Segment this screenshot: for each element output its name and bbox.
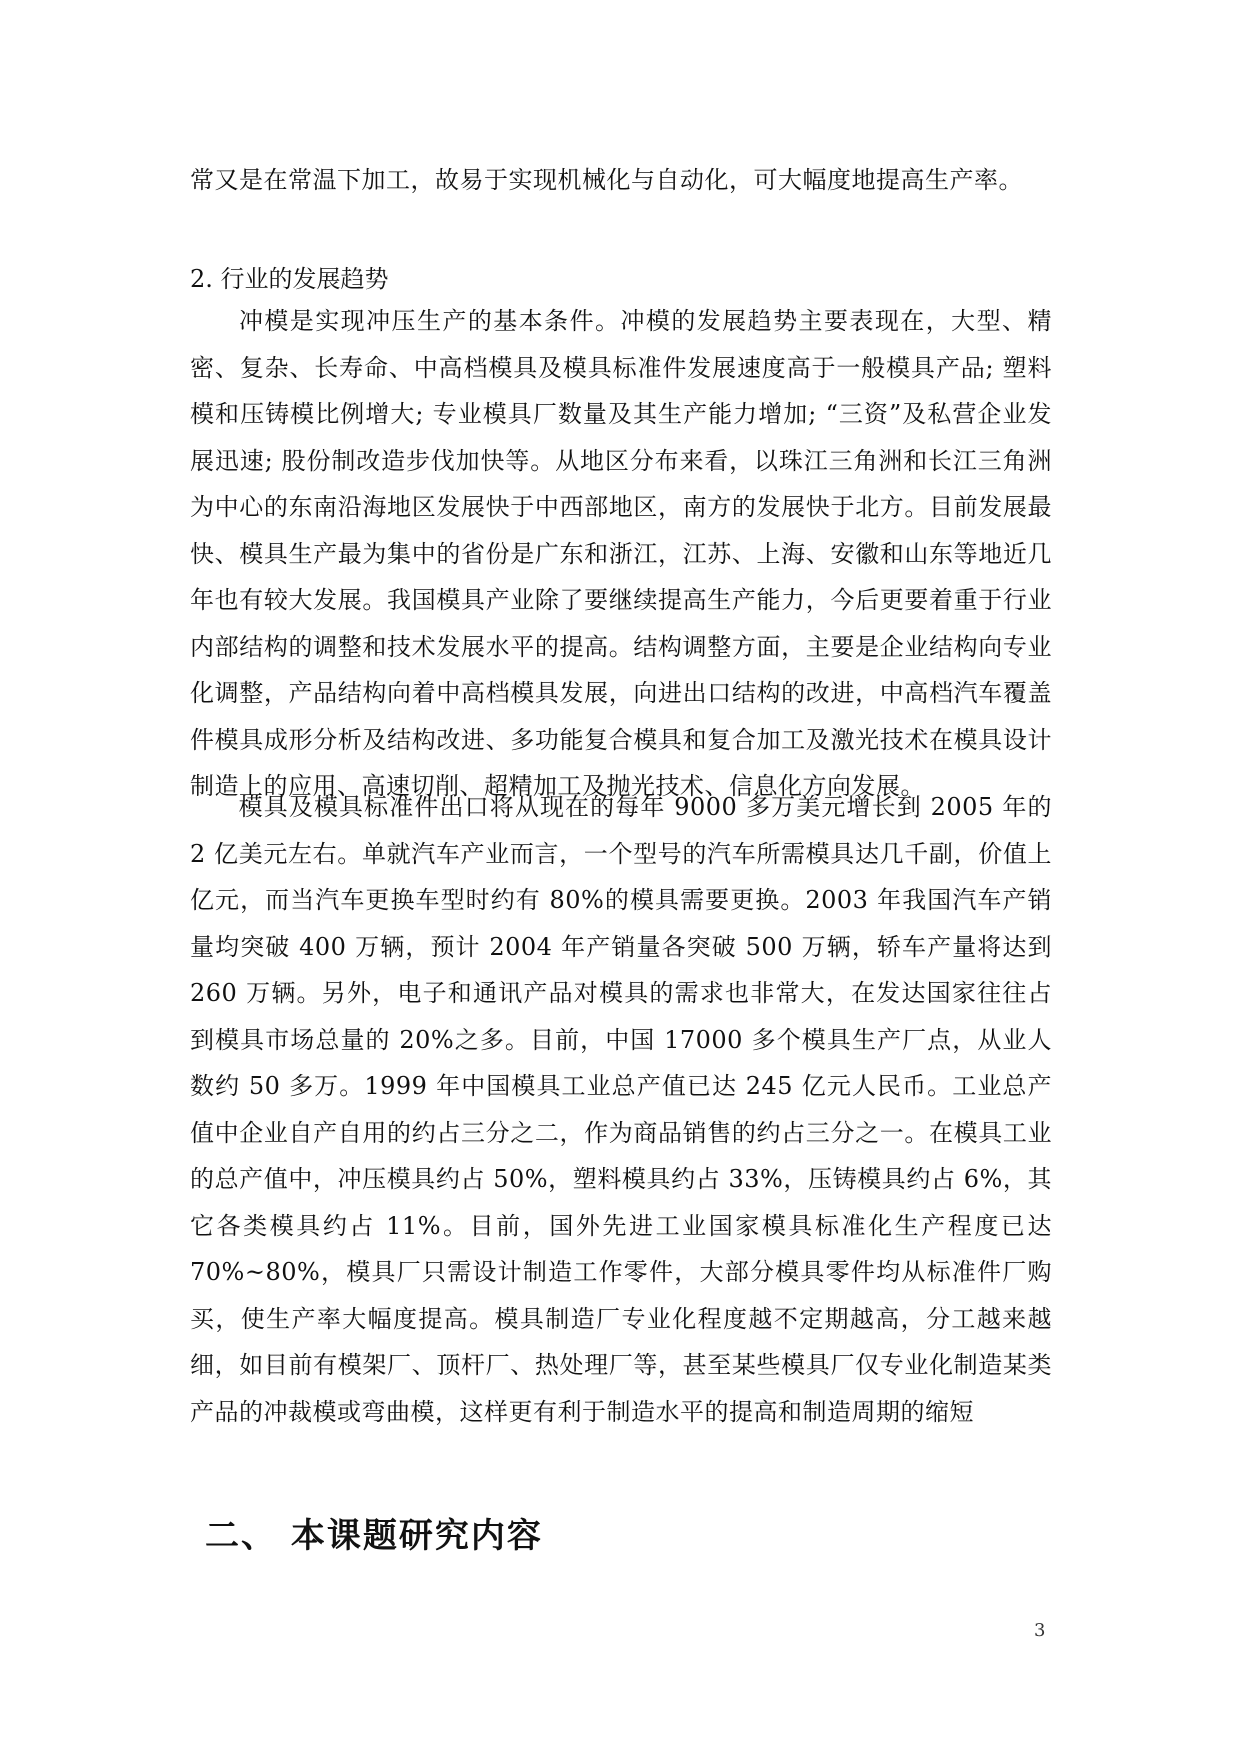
paragraph-development-trend bbox=[190, 298, 1052, 810]
page-number: 3 bbox=[1034, 1620, 1046, 1641]
paragraph-text: 模具及模具标准件出口将从现在的每年 9000 多万美元增长到 2005 年的 2 亿美元左右。单就汽车产业而言，一个型号的汽车所需模具达几千副，价值上亿元，而当汽车更换车型时约有 80%的模具需要更换。2003 年我国汽车产销量均突破 400 万辆，预计 2004 年产销量各突破 500 万辆，轿车产量将达到 260 万辆。另外，电子和通讯产品对模具的需求也非常大，在发达国家往往占到模具市场总量的 20%之多。目前，中国 17000 多个模具生产厂点，从业人数约 50 多万。1999 年中国模具工业总产值已达 245 亿元人民币。工业总产值中企业自产自用的约占三分之二，作为商品销售的约占三分之一。在模具工业的总产值中，冲压模具约占 50%，塑料模具约占 33%，压铸模具约占 6%，其它各类模具约占 11%。目前，国外先进工业国家模具标准化生产程度已达 70%~80%，模具厂只需设计制造工作零件，大部分模具零件均从标准件厂购买，使生产率大幅度提高。模具制造厂专业化程度越不定期越高，分工越来越细，如目前有模架厂、顶杆厂、热处理厂等，甚至某些模具厂仅专业化制造某类产品的冲裁模或弯曲模，这样更有利于制造水平的提高和制造周期的缩短 bbox=[190, 793, 1052, 1426]
continuation-line: 常又是在常温下加工，故易于实现机械化与自动化，可大幅度地提高生产率。 bbox=[190, 166, 1023, 194]
paragraph-export-statistics bbox=[190, 784, 1052, 1435]
paragraph-text: 冲模是实现冲压生产的基本条件。冲模的发展趋势主要表现在，大型、精密、复杂、长寿命、中高档模具及模具标准件发展速度高于一般模具产品; 塑料模和压铸模比例增大; 专业模具厂数量及其生产能力增加; “三资”及私营企业发展迅速; 股份制改造步伐加快等。从地区分布来看，以珠江三角洲和长江三角洲为中心的东南沿海地区发展快于中西部地区，南方的发展快于北方。目前发展最快、模具生产最为集中的省份是广东和浙江，江苏、上海、安徽和山东等地近几年也有较大发展。我国模具产业除了要继续提高生产能力，今后更要着重于行业内部结构的调整和技术发展水平的提高。结构调整方面，主要是企业结构向专业化调整，产品结构向着中高档模具发展，向进出口结构的改进，中高档汽车覆盖件模具成形分析及结构改进、多功能复合模具和复合加工及激光技术在模具设计制造上的应用、高速切削、超精加工及抛光技术、信息化方向发展。 bbox=[190, 307, 1052, 800]
section-heading: 二、 本课题研究内容 bbox=[205, 1516, 543, 1556]
subsection-title: 2. 行业的发展趋势 bbox=[190, 265, 389, 293]
